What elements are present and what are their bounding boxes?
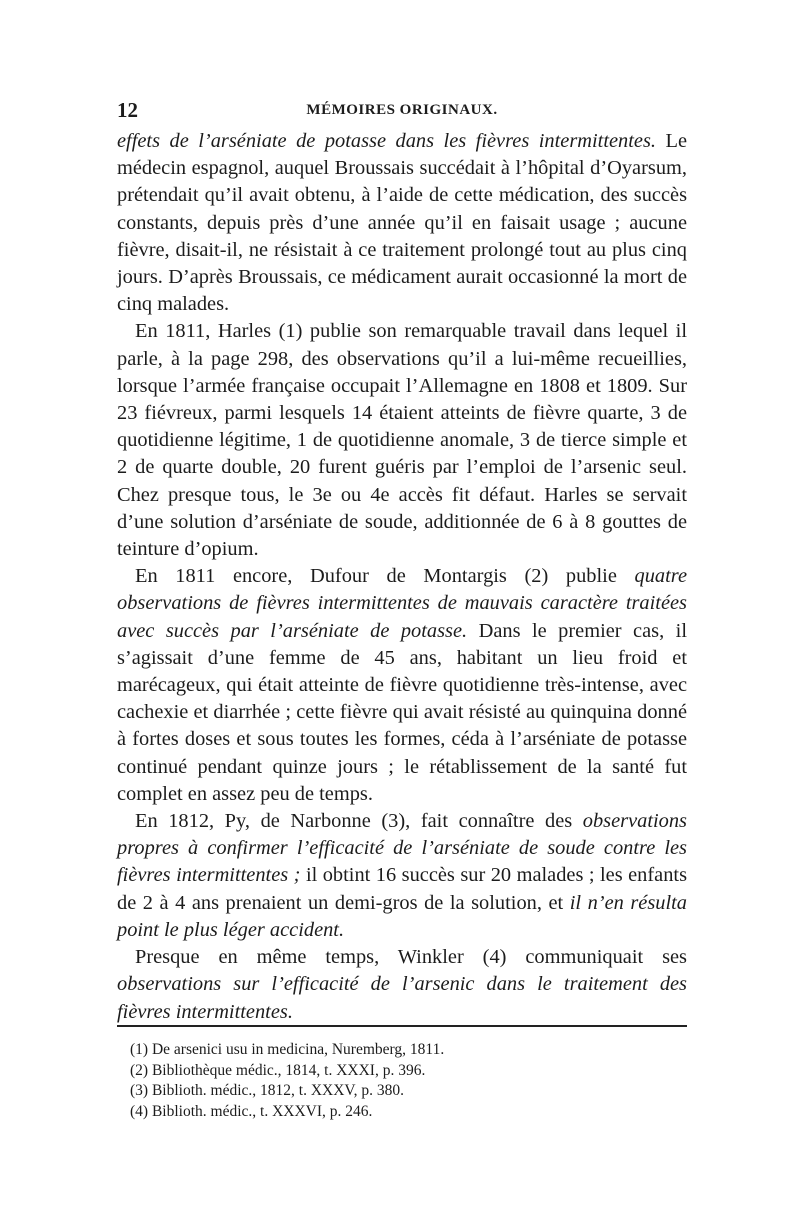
- footnote-divider: [117, 1025, 687, 1027]
- italic-text: effets de l’arséniate de potasse dans les fièvres intermittentes.: [117, 130, 656, 152]
- text-run: En 1812, Py, de Narbonne (3), fait connaître des: [135, 810, 583, 833]
- paragraph: [117, 128, 687, 318]
- text-run: Dans le premier cas, il s’agissait d’une femme de 45 ans, habitant un lieu froid et marécageux, qui était atteinte de fièvre quotidienne très-intense, avec cachexie et diarrhée ; cette fièvre qui avait résisté au quinquina donné à fortes doses et sous toutes les formes, céda à l’arséniate de potasse continué pendant quinze jours ; le rétablissement de la santé fut complet en assez peu de temps.: [117, 619, 687, 805]
- running-title: MÉMOIRES ORIGINAUX.: [306, 102, 498, 118]
- page-header: [117, 98, 687, 122]
- italic-text: quatre observations de fièvres intermittentes de mauvais caractère traitées avec succès par l’arséniate de potasse.: [117, 565, 687, 642]
- text-run: Presque en même temps, Winkler (4) communiquait ses: [135, 946, 687, 969]
- text-run: En 1811, Harles (1) publie son remarquable travail dans lequel il parle, à la page 298, des observations qu’il a lui-même recueillies, lorsque l’armée française occupait l’Allemagne en 1808 et 1809. Sur 23 fiévreux, parmi lesquels 14 étaient atteints de fièvre quarte, 3 de quotidienne légitime, 1 de quotidienne anomale, 3 de tierce simple et 2 de quarte double, 20 furent guéris par l’emploi de l’arsenic seul. Chez presque tous, le 3e ou 4e accès fit défaut. Harles se servait d’une solution d’arséniate de soude, additionnée de 6 à 8 gouttes de teinture d’opium.: [117, 320, 687, 561]
- text-run: En 1811 encore, Dufour de Montargis (2) publie: [135, 565, 635, 588]
- text-run: Le médecin espagnol, auquel Broussais succédait à l’hôpital d’Oyarsum, prétendait qu’il avait obtenu, à l’aide de cette médication, des succès constants, depuis près d’une année qu’il en faisait usage ; aucune fièvre, disait-il, ne résistait à ce traitement prolongé tout au plus cinq jours. D’après Broussais, ce médicament aurait occasionné la mort de cinq malades.: [117, 130, 688, 316]
- footnote: (4) Biblioth. médic., t. XXXVI, p. 246.: [130, 1102, 373, 1120]
- footnote: (1) De arsenici usu in medicina, Nuremberg, 1811.: [130, 1041, 445, 1058]
- footnote: (2) Bibliothèque médic., 1814, t. XXXI, p. 396.: [130, 1061, 426, 1079]
- paragraph: [117, 944, 687, 1026]
- italic-text: observations sur l’efficacité de l’arsenic dans le traitement des fièvres intermittentes.: [117, 973, 687, 1023]
- paragraph: [117, 318, 687, 563]
- footnotes: [130, 1040, 687, 1122]
- body-text: [117, 128, 687, 1026]
- paragraph: [117, 563, 687, 808]
- italic-text: observations propres à confirmer l’efficacité de l’arséniate de soude contre les fièvres intermittentes ;: [117, 810, 687, 887]
- paragraph: [117, 808, 687, 944]
- page-number: 12: [117, 98, 138, 122]
- text-run: il obtint 16 succès sur 20 malades ; les enfants de 2 à 4 ans prenaient un demi-gros de la solution, et: [117, 864, 688, 914]
- footnote: (3) Biblioth. médic., 1812, t. XXXV, p. 380.: [130, 1082, 404, 1099]
- italic-text: il n’en résulta point le plus léger accident.: [117, 891, 687, 941]
